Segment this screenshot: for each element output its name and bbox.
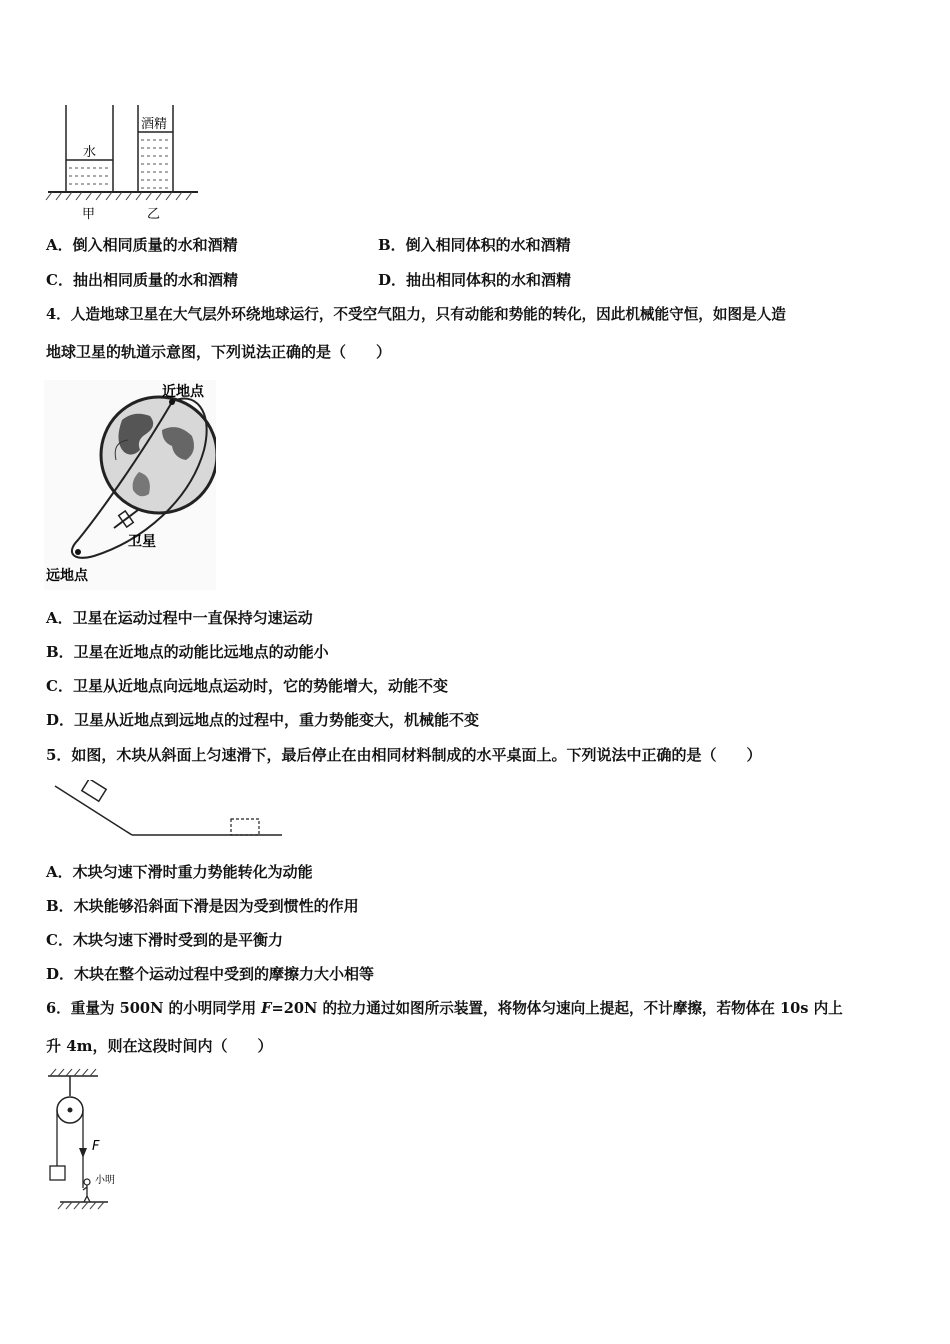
earth-icon [101, 397, 216, 513]
person-icon [83, 1179, 90, 1202]
q4-option-c[interactable]: C．卫星从近地点向远地点运动时，它的势能增大，动能不变 [46, 677, 448, 695]
q3-beakers-figure [40, 100, 210, 225]
q6-stem-line1 [46, 999, 843, 1019]
q6-stem-line2: 升 4m，则在这段时间内（ ） [46, 1037, 273, 1055]
q5-option-b[interactable]: B．木块能够沿斜面下滑是因为受到惯性的作用 [46, 897, 359, 915]
q4-satellite-orbit-figure [44, 380, 216, 590]
q3-option-d[interactable]: D．抽出相同体积的水和酒精 [378, 271, 572, 289]
q3-option-a[interactable]: A．倒入相同质量的水和酒精 [46, 236, 238, 254]
right-liquid-label: 酒精 [141, 117, 168, 132]
satellite-label: 卫星 [128, 534, 156, 550]
q5-option-a[interactable]: A．木块匀速下滑时重力势能转化为动能 [46, 863, 313, 881]
perigee-label: 近地点 [162, 384, 204, 400]
q3-option-c[interactable]: C．抽出相同质量的水和酒精 [46, 271, 238, 289]
block-on-incline [82, 780, 106, 801]
q6-force-symbol: F [261, 1000, 272, 1017]
q5-option-d[interactable]: D．木块在整个运动过程中受到的摩擦力大小相等 [46, 965, 375, 983]
person-label: 小明 [95, 1175, 115, 1186]
right-beaker-label: 乙 [147, 207, 161, 222]
q4-option-b[interactable]: B．卫星在近地点的动能比远地点的动能小 [46, 643, 329, 661]
q6-pulley-figure [40, 1068, 160, 1213]
q5-option-c[interactable]: C．木块匀速下滑时受到的是平衡力 [46, 931, 283, 949]
load-block [50, 1166, 65, 1180]
q6-stem-part1: 6．重量为 500N 的小明同学用 [46, 1000, 262, 1017]
q6-stem-part2: =20N 的拉力通过如图所示装置，将物体匀速向上提起，不计摩擦，若物体在 10s 内上 [271, 1000, 843, 1017]
left-beaker-label: 甲 [82, 207, 96, 222]
force-label: F [92, 1139, 100, 1154]
left-liquid-label: 水 [83, 145, 97, 160]
q4-stem-line2: 地球卫星的轨道示意图，下列说法正确的是（ ） [46, 343, 392, 361]
q4-stem-line1: 4．人造地球卫星在大气层外环绕地球运行，不受空气阻力，只有动能和势能的转化，因此机械能守恒，如图是人造 [46, 306, 786, 323]
q5-stem: 5．如图，木块从斜面上匀速滑下，最后停止在由相同材料制成的水平桌面上。下列说法中正确的是（ ） [46, 746, 762, 764]
q4-option-a[interactable]: A．卫星在运动过程中一直保持匀速运动 [46, 609, 313, 627]
block-final-position [231, 819, 259, 835]
q4-option-d[interactable]: D．卫星从近地点到远地点的过程中，重力势能变大，机械能不变 [46, 711, 480, 729]
apogee-label: 远地点 [46, 568, 88, 584]
q5-incline-figure [50, 780, 290, 840]
q3-option-b[interactable]: B．倒入相同体积的水和酒精 [378, 236, 571, 254]
